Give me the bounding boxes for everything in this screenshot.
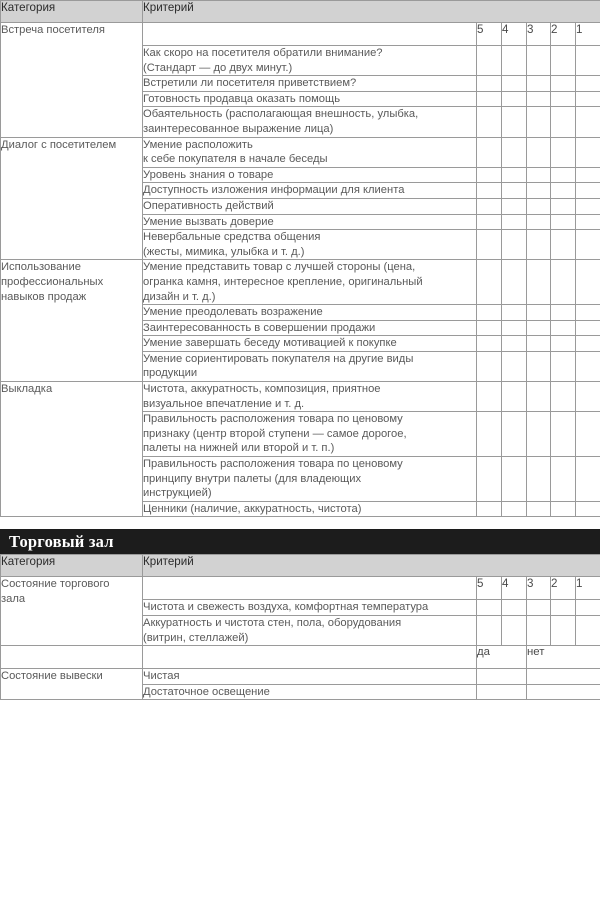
criterion-cell: Достаточное освещение xyxy=(143,684,477,700)
rating-checkbox-cell-1[interactable] xyxy=(576,183,600,199)
rating-checkbox-cell-5[interactable] xyxy=(477,616,502,646)
rating-checkbox-cell-5[interactable] xyxy=(477,76,502,92)
rating-checkbox-cell-4[interactable] xyxy=(502,198,527,214)
rating-checkbox-cell-4[interactable] xyxy=(502,616,527,646)
rating-checkbox-cell-3[interactable] xyxy=(527,382,551,412)
rating-checkbox-cell-2[interactable] xyxy=(551,616,576,646)
rating-checkbox-cell-3[interactable] xyxy=(527,600,551,616)
rating-checkbox-cell-1[interactable] xyxy=(576,600,600,616)
rating-checkbox-cell-4[interactable] xyxy=(502,107,527,137)
category-cell: Использование профессиональных навыков продаж xyxy=(1,260,143,382)
criterion-cell: Ценники (наличие, аккуратность, чистота) xyxy=(143,501,477,517)
no-checkbox-cell[interactable] xyxy=(527,684,600,700)
rating-scale-header-3: 3 xyxy=(527,23,551,46)
rating-checkbox-cell-4[interactable] xyxy=(502,46,527,76)
rating-checkbox-cell-5[interactable] xyxy=(477,305,502,321)
criterion-cell: Умение представить товар с лучшей стороны (цена, огранка камня, интересное крепление, оригинальный дизайн и т. д.) xyxy=(143,260,477,305)
rating-checkbox-cell-4[interactable] xyxy=(502,167,527,183)
rating-checkbox-cell-1[interactable] xyxy=(576,412,600,457)
criterion-cell: Умение вызвать доверие xyxy=(143,214,477,230)
criterion-cell: Умение преодолевать возражение xyxy=(143,305,477,321)
rating-checkbox-cell-5[interactable] xyxy=(477,230,502,260)
rating-checkbox-cell-5[interactable] xyxy=(477,320,502,336)
rating-checkbox-cell-3[interactable] xyxy=(527,616,551,646)
criterion-cell: Обаятельность (располагающая внешность, улыбка, заинтересованное выражение лица) xyxy=(143,107,477,137)
rating-scale-header-3: 3 xyxy=(527,577,551,600)
rating-checkbox-cell-2[interactable] xyxy=(551,137,576,167)
category-cell: Состояние торгового зала xyxy=(1,577,143,646)
table-header-row xyxy=(1,555,600,577)
rating-checkbox-cell-3[interactable] xyxy=(527,457,551,502)
yes-column-header: да xyxy=(477,646,527,669)
rating-checkbox-cell-4[interactable] xyxy=(502,91,527,107)
rating-checkbox-cell-4[interactable] xyxy=(502,260,527,305)
category-cell: Диалог с посетителем xyxy=(1,137,143,260)
rating-checkbox-cell-3[interactable] xyxy=(527,260,551,305)
criterion-cell: Доступность изложения информации для клиента xyxy=(143,183,477,199)
table-row xyxy=(1,23,600,46)
yes-checkbox-cell[interactable] xyxy=(477,684,527,700)
rating-checkbox-cell-1[interactable] xyxy=(576,46,600,76)
rating-checkbox-cell-1[interactable] xyxy=(576,320,600,336)
rating-checkbox-cell-2[interactable] xyxy=(551,351,576,381)
rating-checkbox-cell-2[interactable] xyxy=(551,457,576,502)
rating-checkbox-cell-2[interactable] xyxy=(551,91,576,107)
rating-checkbox-cell-2[interactable] xyxy=(551,382,576,412)
rating-checkbox-cell-4[interactable] xyxy=(502,336,527,352)
rating-checkbox-cell-1[interactable] xyxy=(576,137,600,167)
rating-checkbox-cell-1[interactable] xyxy=(576,351,600,381)
rating-checkbox-cell-4[interactable] xyxy=(502,320,527,336)
column-header-category: Категория xyxy=(1,1,143,23)
category-cell-empty xyxy=(1,646,143,669)
column-header-category: Категория xyxy=(1,555,143,577)
rating-checkbox-cell-4[interactable] xyxy=(502,351,527,381)
rating-checkbox-cell-2[interactable] xyxy=(551,320,576,336)
rating-checkbox-cell-4[interactable] xyxy=(502,305,527,321)
rating-checkbox-cell-2[interactable] xyxy=(551,76,576,92)
rating-checkbox-cell-1[interactable] xyxy=(576,382,600,412)
rating-scale-header-5: 5 xyxy=(477,577,502,600)
yes-checkbox-cell[interactable] xyxy=(477,669,527,685)
rating-checkbox-cell-5[interactable] xyxy=(477,600,502,616)
rating-checkbox-cell-4[interactable] xyxy=(502,600,527,616)
rating-checkbox-cell-1[interactable] xyxy=(576,198,600,214)
rating-checkbox-cell-3[interactable] xyxy=(527,167,551,183)
rating-checkbox-cell-5[interactable] xyxy=(477,183,502,199)
criterion-cell: Чистая xyxy=(143,669,477,685)
column-header-criterion: Критерий xyxy=(143,1,600,23)
table-row xyxy=(1,260,600,305)
rating-checkbox-cell-3[interactable] xyxy=(527,412,551,457)
rating-scale-header-4: 4 xyxy=(502,23,527,46)
rating-checkbox-cell-2[interactable] xyxy=(551,214,576,230)
rating-checkbox-cell-1[interactable] xyxy=(576,76,600,92)
table-row xyxy=(1,669,600,685)
rating-checkbox-cell-1[interactable] xyxy=(576,305,600,321)
rating-checkbox-cell-1[interactable] xyxy=(576,457,600,502)
trading-hall-table xyxy=(0,554,600,700)
rating-checkbox-cell-4[interactable] xyxy=(502,76,527,92)
rating-checkbox-cell-1[interactable] xyxy=(576,616,600,646)
rating-checkbox-cell-3[interactable] xyxy=(527,351,551,381)
rating-checkbox-cell-5[interactable] xyxy=(477,412,502,457)
rating-checkbox-cell-3[interactable] xyxy=(527,501,551,517)
rating-checkbox-cell-5[interactable] xyxy=(477,167,502,183)
category-cell: Выкладка xyxy=(1,382,143,517)
rating-checkbox-cell-3[interactable] xyxy=(527,107,551,137)
rating-checkbox-cell-4[interactable] xyxy=(502,214,527,230)
rating-scale-header-2: 2 xyxy=(551,23,576,46)
rating-checkbox-cell-3[interactable] xyxy=(527,91,551,107)
rating-scale-header-2: 2 xyxy=(551,577,576,600)
rating-checkbox-cell-4[interactable] xyxy=(502,183,527,199)
rating-checkbox-cell-2[interactable] xyxy=(551,183,576,199)
rating-checkbox-cell-5[interactable] xyxy=(477,382,502,412)
criterion-cell: Готовность продавца оказать помощь xyxy=(143,91,477,107)
rating-checkbox-cell-5[interactable] xyxy=(477,336,502,352)
column-header-criterion: Критерий xyxy=(143,555,600,577)
rating-checkbox-cell-1[interactable] xyxy=(576,107,600,137)
criterion-cell-empty xyxy=(143,577,477,600)
rating-checkbox-cell-1[interactable] xyxy=(576,91,600,107)
rating-checkbox-cell-1[interactable] xyxy=(576,214,600,230)
criterion-cell: Правильность расположения товара по ценовому принципу внутри палеты (для владеющих инструкцией) xyxy=(143,457,477,502)
rating-checkbox-cell-3[interactable] xyxy=(527,320,551,336)
rating-checkbox-cell-3[interactable] xyxy=(527,305,551,321)
rating-checkbox-cell-3[interactable] xyxy=(527,198,551,214)
table-row xyxy=(1,577,600,600)
criterion-cell: Невербальные средства общения (жесты, мимика, улыбка и т. д.) xyxy=(143,230,477,260)
rating-checkbox-cell-3[interactable] xyxy=(527,137,551,167)
criterion-cell: Чистота и свежесть воздуха, комфортная температура xyxy=(143,600,477,616)
rating-checkbox-cell-5[interactable] xyxy=(477,46,502,76)
rating-checkbox-cell-3[interactable] xyxy=(527,183,551,199)
rating-checkbox-cell-5[interactable] xyxy=(477,501,502,517)
rating-checkbox-cell-5[interactable] xyxy=(477,214,502,230)
rating-checkbox-cell-4[interactable] xyxy=(502,230,527,260)
rating-checkbox-cell-5[interactable] xyxy=(477,260,502,305)
criterion-cell: Встретили ли посетителя приветствием? xyxy=(143,76,477,92)
category-cell: Встреча посетителя xyxy=(1,23,143,138)
rating-checkbox-cell-1[interactable] xyxy=(576,230,600,260)
criterion-cell: Умение сориентировать покупателя на другие виды продукции xyxy=(143,351,477,381)
rating-checkbox-cell-3[interactable] xyxy=(527,46,551,76)
rating-checkbox-cell-5[interactable] xyxy=(477,137,502,167)
no-column-header: нет xyxy=(527,646,600,669)
rating-checkbox-cell-3[interactable] xyxy=(527,230,551,260)
rating-checkbox-cell-2[interactable] xyxy=(551,600,576,616)
criterion-cell: Заинтересованность в совершении продажи xyxy=(143,320,477,336)
rating-checkbox-cell-1[interactable] xyxy=(576,260,600,305)
rating-scale-header-1: 1 xyxy=(576,23,600,46)
rating-checkbox-cell-4[interactable] xyxy=(502,137,527,167)
rating-checkbox-cell-4[interactable] xyxy=(502,412,527,457)
rating-checkbox-cell-2[interactable] xyxy=(551,336,576,352)
rating-checkbox-cell-5[interactable] xyxy=(477,351,502,381)
rating-checkbox-cell-1[interactable] xyxy=(576,336,600,352)
rating-scale-header-1: 1 xyxy=(576,577,600,600)
rating-checkbox-cell-1[interactable] xyxy=(576,501,600,517)
rating-checkbox-cell-3[interactable] xyxy=(527,76,551,92)
rating-checkbox-cell-4[interactable] xyxy=(502,457,527,502)
table-row xyxy=(1,382,600,412)
criterion-cell: Уровень знания о товаре xyxy=(143,167,477,183)
category-cell: Состояние вывески xyxy=(1,669,143,700)
rating-checkbox-cell-3[interactable] xyxy=(527,336,551,352)
rating-checkbox-cell-5[interactable] xyxy=(477,198,502,214)
rating-checkbox-cell-2[interactable] xyxy=(551,501,576,517)
rating-checkbox-cell-2[interactable] xyxy=(551,107,576,137)
criterion-cell: Правильность расположения товара по ценовому признаку (центр второй ступени — самое дорогое, палеты на нижней или второй и т. п.) xyxy=(143,412,477,457)
criterion-cell-empty xyxy=(143,646,477,669)
rating-checkbox-cell-3[interactable] xyxy=(527,214,551,230)
rating-checkbox-cell-2[interactable] xyxy=(551,305,576,321)
criterion-cell: Оперативность действий xyxy=(143,198,477,214)
rating-checkbox-cell-2[interactable] xyxy=(551,46,576,76)
rating-checkbox-cell-5[interactable] xyxy=(477,107,502,137)
rating-checkbox-cell-5[interactable] xyxy=(477,91,502,107)
rating-scale-header-5: 5 xyxy=(477,23,502,46)
rating-checkbox-cell-2[interactable] xyxy=(551,260,576,305)
section-title-trading-hall: Торговый зал xyxy=(0,529,600,554)
criterion-cell-empty xyxy=(143,23,477,46)
rating-checkbox-cell-4[interactable] xyxy=(502,501,527,517)
criterion-cell: Как скоро на посетителя обратили внимание? (Стандарт — до двух минут.) xyxy=(143,46,477,76)
yes-no-header-row xyxy=(1,646,600,669)
no-checkbox-cell[interactable] xyxy=(527,669,600,685)
rating-scale-header-4: 4 xyxy=(502,577,527,600)
rating-checkbox-cell-5[interactable] xyxy=(477,457,502,502)
table-row xyxy=(1,137,600,167)
criterion-cell: Умение завершать беседу мотивацией к покупке xyxy=(143,336,477,352)
criterion-cell: Умение расположить к себе покупателя в начале беседы xyxy=(143,137,477,167)
rating-checkbox-cell-4[interactable] xyxy=(502,382,527,412)
criterion-cell: Чистота, аккуратность, композиция, приятное визуальное впечатление и т. д. xyxy=(143,382,477,412)
section-gap xyxy=(0,517,600,529)
rating-checkbox-cell-2[interactable] xyxy=(551,198,576,214)
rating-checkbox-cell-1[interactable] xyxy=(576,167,600,183)
criterion-cell: Аккуратность и чистота стен, пола, оборудования (витрин, стеллажей) xyxy=(143,616,477,646)
rating-checkbox-cell-2[interactable] xyxy=(551,230,576,260)
rating-checkbox-cell-2[interactable] xyxy=(551,167,576,183)
table-header-row xyxy=(1,1,600,23)
rating-checkbox-cell-2[interactable] xyxy=(551,412,576,457)
